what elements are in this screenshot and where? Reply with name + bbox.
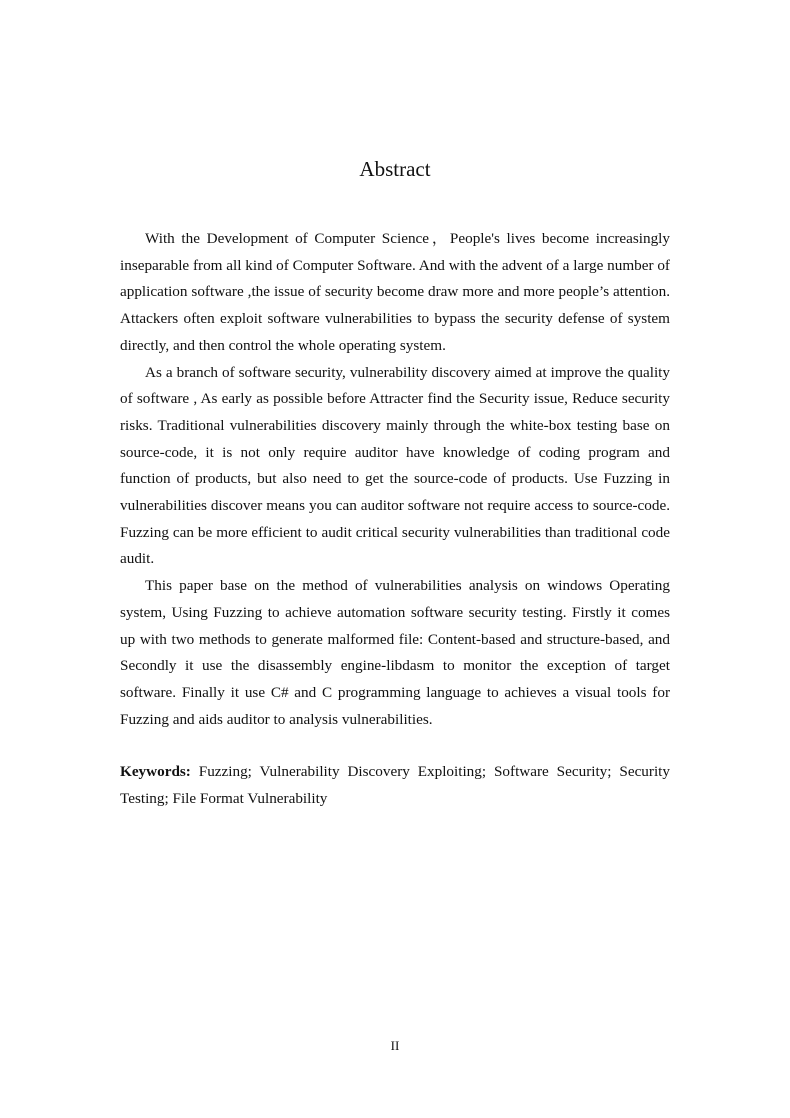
page-number: II (390, 1038, 400, 1053)
keywords-line (120, 759, 670, 812)
abstract-paragraph-1: With the Development of Computer Science，People's lives become increasingly inseparable from all kind of Computer Software. And with the advent of a large number of application software ,the issue of security become draw more and more people’s attention. Attackers often exploit software vulnerabilities to bypass the security defense of system directly, and then control the whole operating system. (120, 230, 670, 354)
abstract-title: Abstract (359, 157, 431, 181)
abstract-paragraph-2: As a branch of software security, vulnerability discovery aimed at improve the quality of software , As early as possible before Attracter find the Security issue, Reduce security risks. Traditional vulnerabilities discovery mainly through the white-box testing base on source-code, it is not only require auditor have knowledge of coding program and function of products, but also need to get the source-code of products. Use Fuzzing in vulnerabilities discover means you can auditor software not require access to source-code. Fuzzing can be more efficient to audit critical security vulnerabilities than traditional code audit. (120, 363, 670, 568)
abstract-body (120, 226, 670, 733)
keywords-label: Keywords: (120, 763, 191, 780)
keywords-text: Fuzzing; Vulnerability Discovery Exploiting; Software Security; Security Testing; File Format Vulnerability (120, 763, 670, 807)
abstract-paragraph-3: This paper base on the method of vulnerabilities analysis on windows Operating system, Using Fuzzing to achieve automation software security testing. Firstly it comes up with two methods to generate malformed file: Content-based and structure-based, and Secondly it use the disassembly engine-libdasm to monitor the exception of target software. Finally it use C# and C programming language to achieves a visual tools for Fuzzing and aids auditor to analysis vulnerabilities. (120, 577, 670, 728)
